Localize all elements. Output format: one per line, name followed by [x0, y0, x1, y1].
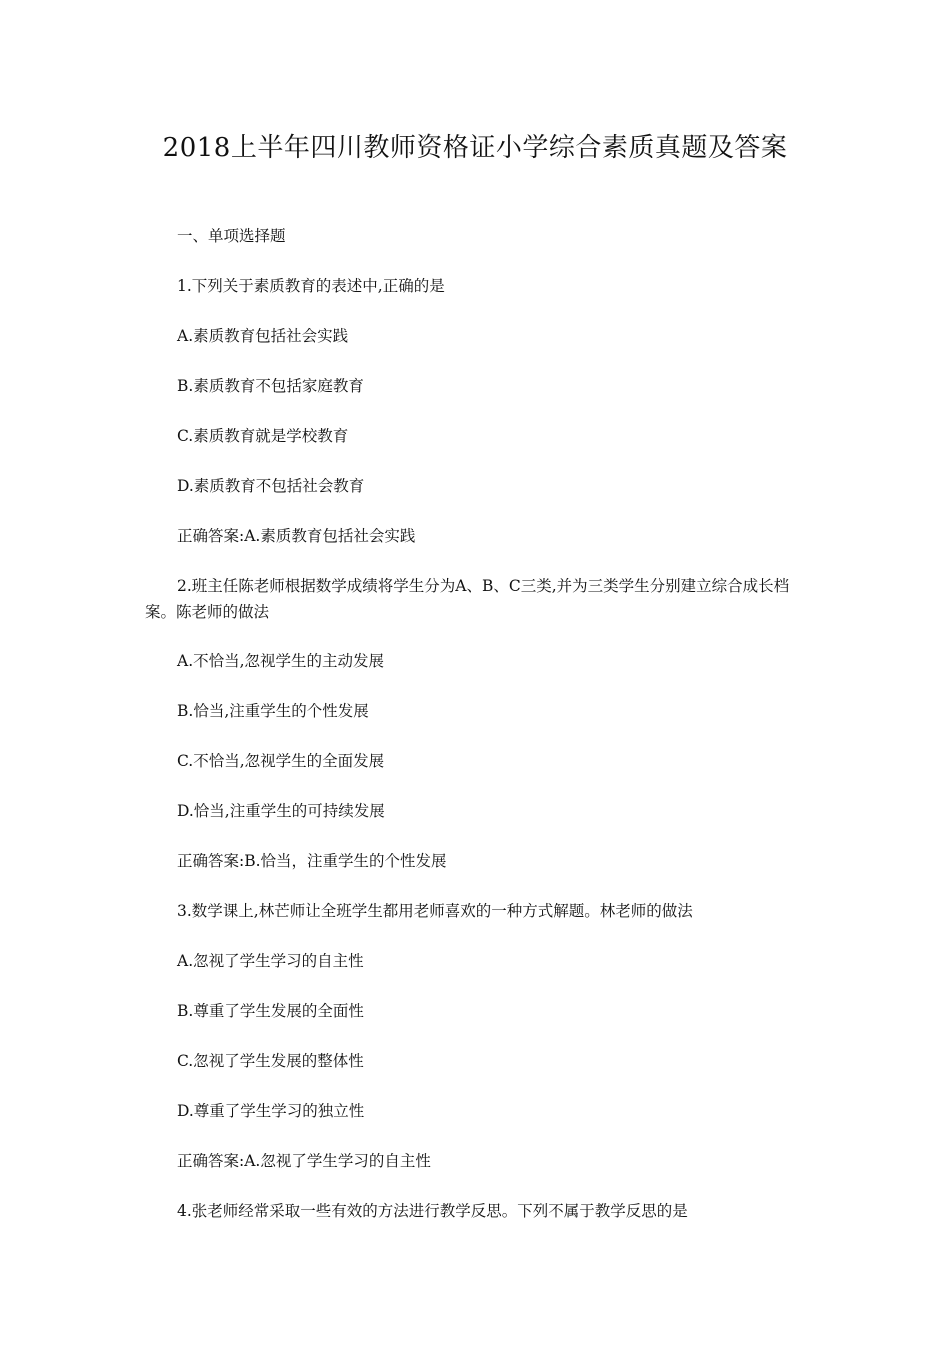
question-2-answer: 正确答案:B.恰当，注重学生的个性发展	[177, 852, 447, 870]
question-2-option-d: D.恰当,注重学生的可持续发展	[177, 802, 385, 820]
question-3-stem: 3.数学课上,林芒师让全班学生都用老师喜欢的一种方式解题。林老师的做法	[177, 902, 693, 920]
question-1-option-a: A.素质教育包括社会实践	[177, 327, 349, 345]
question-1-option-b: B.素质教育不包括家庭教育	[177, 377, 364, 395]
question-1-option-c: C.素质教育就是学校教育	[177, 427, 349, 445]
section-heading: 一、单项选择题	[177, 227, 286, 245]
question-2-option-b: B.恰当,注重学生的个性发展	[177, 702, 369, 720]
question-3-option-b: B.尊重了学生发展的全面性	[177, 1002, 364, 1020]
question-3-option-a: A.忽视了学生学习的自主性	[177, 952, 364, 970]
question-3-answer: 正确答案:A.忽视了学生学习的自主性	[177, 1152, 431, 1170]
question-2-stem: 2.班主任陈老师根据数学成绩将学生分为A、B、C三类,并为三类学生分别建立综合成长档案。陈老师的做法	[145, 577, 790, 621]
question-2-option-a: A.不恰当,忽视学生的主动发展	[177, 652, 385, 670]
question-1-answer: 正确答案:A.素质教育包括社会实践	[177, 527, 416, 545]
question-1-stem: 1.下列关于素质教育的表述中,正确的是	[177, 277, 445, 295]
document-title: 2018上半年四川教师资格证小学综合素质真题及答案	[162, 133, 788, 163]
question-3-option-c: C.忽视了学生发展的整体性	[177, 1052, 364, 1070]
question-4-stem: 4.张老师经常采取一些有效的方法进行教学反思。下列不属于教学反思的是	[177, 1202, 688, 1220]
question-1-option-d: D.素质教育不包括社会教育	[177, 477, 365, 495]
question-3-option-d: D.尊重了学生学习的独立性	[177, 1102, 365, 1120]
question-2-option-c: C.不恰当,忽视学生的全面发展	[177, 752, 385, 770]
